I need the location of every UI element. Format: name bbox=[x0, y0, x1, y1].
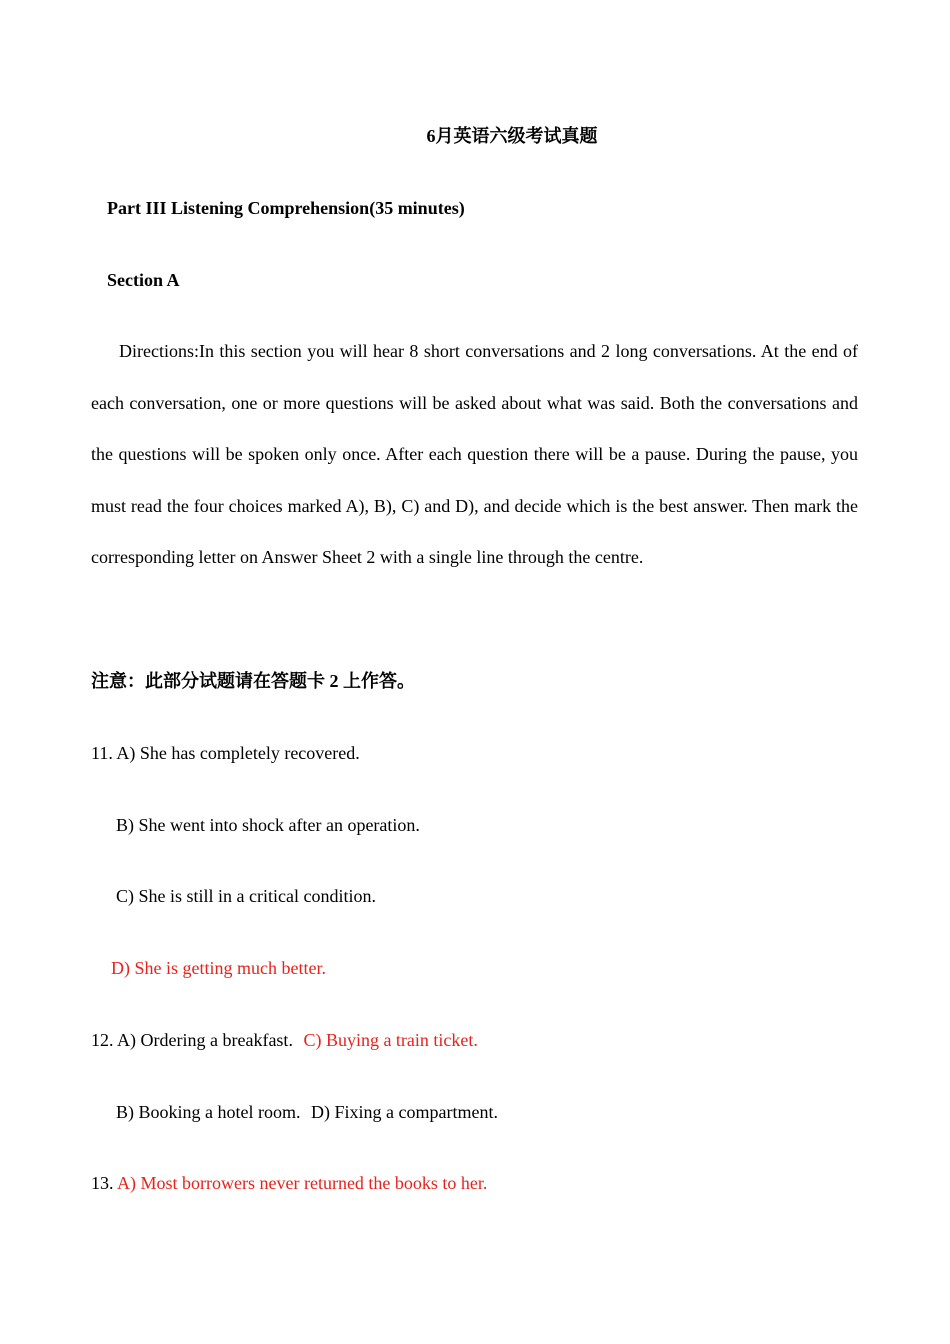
question-11-option-d-answer: D) She is getting much better. bbox=[111, 958, 326, 978]
directions-paragraph bbox=[91, 326, 858, 584]
question-12 bbox=[91, 1028, 478, 1052]
option-c-answer: C) Buying a train ticket. bbox=[303, 1030, 478, 1050]
question-11-option-c: C) She is still in a critical condition. bbox=[116, 886, 376, 906]
option-b: B) Booking a hotel room. bbox=[116, 1102, 301, 1122]
page-title: 6月英语六级考试真题 bbox=[426, 126, 598, 146]
question-12-row-2 bbox=[116, 1100, 498, 1124]
question-number: 11. bbox=[91, 743, 113, 763]
option-d: D) Fixing a compartment. bbox=[310, 1102, 498, 1122]
notice: 注意：此部分试题请在答题卡 2 上作答。 bbox=[91, 671, 415, 691]
question-11 bbox=[91, 741, 360, 765]
question-13 bbox=[91, 1171, 487, 1195]
option-a: A) Ordering a breakfast. bbox=[117, 1030, 293, 1050]
option-a: A) She has completely recovered. bbox=[116, 743, 360, 763]
part-heading: Part III Listening Comprehension(35 minutes) bbox=[107, 198, 465, 218]
section-heading: Section A bbox=[107, 270, 180, 290]
directions-text: Directions:In this section you will hear 8 short conversations and 2 long conversations. At the end of each conversation, one or more questions will be asked about what was said. Both the conversations and the questions will be spoken only once. After each question there will be a pause. During the pause, you must read the four choices marked A), B), C) and D), and decide which is the best answer. Then mark the corresponding letter on Answer Sheet 2 with a single line through the centre. bbox=[91, 341, 858, 568]
question-11-option-b: B) She went into shock after an operation. bbox=[116, 815, 420, 835]
question-number: 13. bbox=[91, 1173, 114, 1193]
question-number: 12. bbox=[91, 1030, 114, 1050]
option-a-answer: A) Most borrowers never returned the books to her. bbox=[117, 1173, 488, 1193]
